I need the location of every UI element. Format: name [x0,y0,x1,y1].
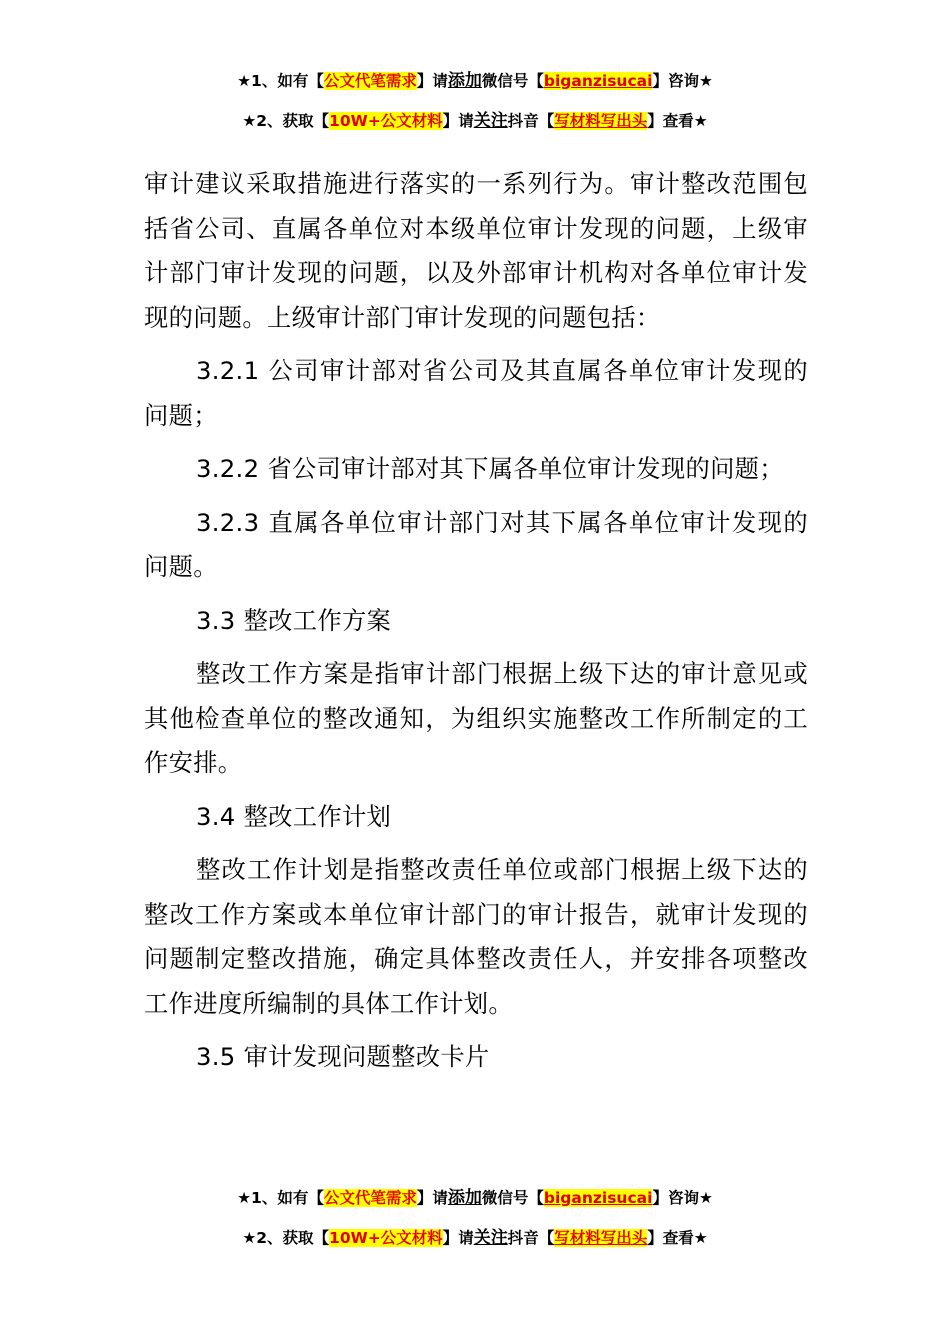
header-banner-line-2 [0,110,950,132]
banner-text: 】请 [442,1229,474,1247]
banner-text: ★1、如有【 [237,72,324,90]
banner-emphasis: 添加 [447,71,482,91]
body-paragraph: 整改工作计划是指整改责任单位或部门根据上级下达的整改工作方案或本单位审计部门的审计报告，就审计发现的问题制定整改措施，确定具体整改责任人，并安排各项整改工作进度所编制的具体工作计划。 [144,855,808,1018]
banner-emphasis: 添加 [447,1188,482,1208]
banner-text: 抖音【 [507,112,555,130]
footer-banner-line-2 [0,1227,950,1249]
highlight-service: 公文代笔需求 [323,72,417,90]
banner-text: 】请 [416,72,448,90]
clause-3-2-1: 3.2.1 公司审计部对省公司及其直属各单位审计发现的问题； [144,356,808,430]
section-heading-3-3: 3.3 整改工作方案 [196,605,392,635]
section-heading-3-4: 3.4 整改工作计划 [196,801,392,831]
banner-text: 】查看★ [647,112,708,130]
banner-emphasis: 关注 [473,1228,508,1248]
banner-text: ★1、如有【 [237,1189,324,1207]
highlight-materials: 10W+公文材料 [329,1229,443,1247]
banner-text: 】请 [416,1189,448,1207]
banner-emphasis: 关注 [473,111,508,131]
clause-3-2-3: 3.2.3 直属各单位审计部门对其下属各单位审计发现的问题。 [144,507,808,581]
header-banner-line-1 [0,70,950,92]
banner-text: 】请 [442,112,474,130]
clause-3-2-2: 3.2.2 省公司审计部对其下属各单位审计发现的问题； [196,454,784,483]
banner-text: 】查看★ [647,1229,708,1247]
footer-banner-line-1 [0,1187,950,1209]
highlight-wechat-id: biganzisucai [543,1189,653,1207]
banner-text: ★2、获取【 [242,1229,330,1247]
highlight-materials: 10W+公文材料 [329,112,443,130]
highlight-service: 公文代笔需求 [323,1189,417,1207]
body-paragraph: 审计建议采取措施进行落实的一系列行为。审计整改范围包括省公司、直属各单位对本级单位审计发现的问题，上级审计部门审计发现的问题，以及外部审计机构对各单位审计发现的问题。上级审计部门审计发现的问题包括： [144,169,808,332]
highlight-douyin: 写材料写出头 [554,112,648,130]
banner-text: 微信号【 [481,1189,544,1207]
section-heading-3-5: 3.5 审计发现问题整改卡片 [196,1042,490,1071]
document-body [144,162,808,1089]
banner-text: 】咨询★ [652,72,713,90]
highlight-douyin: 写材料写出头 [554,1229,648,1247]
highlight-wechat-id: biganzisucai [543,72,653,90]
banner-text: 微信号【 [481,72,544,90]
body-paragraph: 整改工作方案是指审计部门根据上级下达的审计意见或其他检查单位的整改通知，为组织实施整改工作所制定的工作安排。 [144,659,808,777]
banner-text: 抖音【 [507,1229,555,1247]
banner-text: ★2、获取【 [242,112,330,130]
banner-text: 】咨询★ [652,1189,713,1207]
